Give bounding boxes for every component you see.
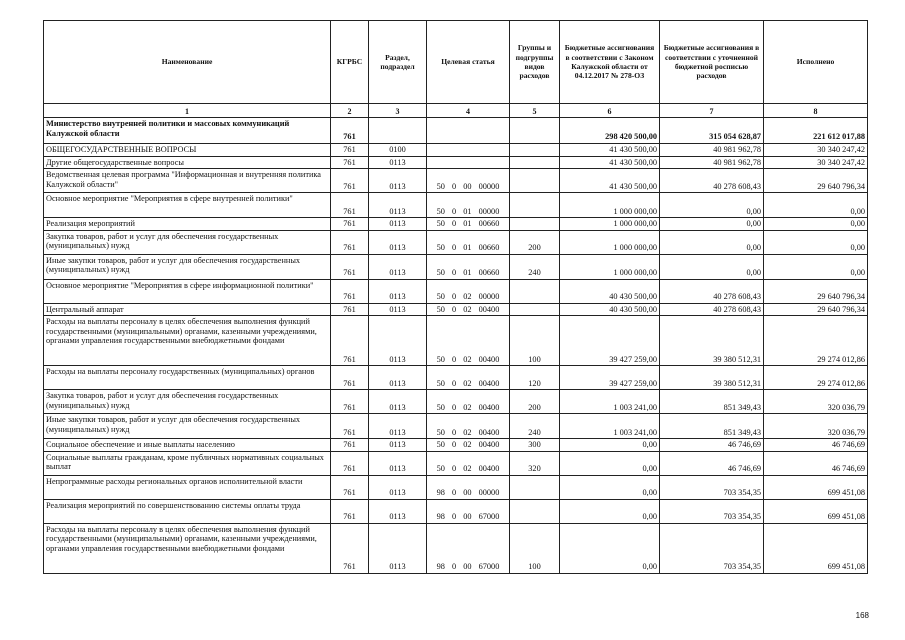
row-executed: 699 451,08 (764, 523, 868, 573)
row-kgrbs: 761 (331, 218, 369, 231)
row-section: 0113 (369, 414, 427, 439)
row-expense-group: 300 (510, 439, 560, 452)
row-budget-refined: 39 380 512,31 (660, 366, 764, 390)
budget-report-table (43, 20, 868, 574)
header-executed: Исполнено (764, 21, 868, 104)
row-name: Реализация мероприятий по совершенствованию системы оплаты труда (44, 499, 331, 523)
row-kgrbs: 761 (331, 499, 369, 523)
row-budget-refined: 851 349,43 (660, 414, 764, 439)
row-kgrbs: 761 (331, 366, 369, 390)
row-expense-group: 240 (510, 414, 560, 439)
row-budget-refined: 40 278 608,43 (660, 303, 764, 316)
column-number: 4 (427, 104, 510, 118)
header-budget-law: Бюджетные ассигнования в соответствии с Законом Калужской области от 04.12.2017 № 278-ОЗ (560, 21, 660, 104)
row-name: Основное мероприятие "Мероприятия в сфере внутренней политики" (44, 193, 331, 218)
page-number: 168 (855, 611, 869, 620)
row-budget-refined: 0,00 (660, 254, 764, 279)
row-target-article: 98 0 00 67000 (427, 499, 510, 523)
header-section: Раздел, подраздел (369, 21, 427, 104)
column-number: 8 (764, 104, 868, 118)
table-row (44, 390, 868, 414)
row-name: Иные закупки товаров, работ и услуг для обеспечения государственных (муниципальных) нужд (44, 414, 331, 439)
row-target-article: 50 0 01 00660 (427, 218, 510, 231)
row-budget-law: 1 003 241,00 (560, 414, 660, 439)
row-target-article: 50 0 02 00400 (427, 414, 510, 439)
row-name: Закупка товаров, работ и услуг для обеспечения государственных (муниципальных) нужд (44, 390, 331, 414)
row-expense-group: 100 (510, 523, 560, 573)
row-expense-group: 200 (510, 230, 560, 254)
row-budget-refined: 46 746,69 (660, 451, 764, 475)
table-row (44, 118, 868, 144)
table-row (44, 316, 868, 366)
row-section: 0113 (369, 169, 427, 193)
row-budget-refined: 40 981 962,78 (660, 144, 764, 157)
row-budget-refined: 40 981 962,78 (660, 156, 764, 169)
row-kgrbs: 761 (331, 156, 369, 169)
column-number: 6 (560, 104, 660, 118)
row-expense-group (510, 193, 560, 218)
row-executed: 0,00 (764, 218, 868, 231)
row-executed: 29 274 012,86 (764, 366, 868, 390)
row-kgrbs: 761 (331, 451, 369, 475)
row-budget-law: 40 430 500,00 (560, 279, 660, 303)
row-executed: 221 612 017,88 (764, 118, 868, 144)
row-name: Ведомственная целевая программа "Информационная и внутренняя политика Калужской области" (44, 169, 331, 193)
row-expense-group (510, 475, 560, 499)
table-row (44, 169, 868, 193)
row-target-article: 98 0 00 67000 (427, 523, 510, 573)
row-name: Министерство внутренней политики и массовых коммуникаций Калужской области (44, 118, 331, 144)
row-name: Центральный аппарат (44, 303, 331, 316)
row-section: 0113 (369, 366, 427, 390)
row-budget-law: 1 000 000,00 (560, 254, 660, 279)
row-budget-law: 0,00 (560, 475, 660, 499)
row-target-article (427, 156, 510, 169)
row-kgrbs: 761 (331, 230, 369, 254)
row-budget-refined: 851 349,43 (660, 390, 764, 414)
column-number: 3 (369, 104, 427, 118)
row-name: Другие общегосударственные вопросы (44, 156, 331, 169)
row-expense-group: 100 (510, 316, 560, 366)
table-body (44, 118, 868, 574)
row-name: Закупка товаров, работ и услуг для обеспечения государственных (муниципальных) нужд (44, 230, 331, 254)
row-section: 0113 (369, 475, 427, 499)
row-kgrbs: 761 (331, 254, 369, 279)
row-section: 0113 (369, 193, 427, 218)
row-section: 0113 (369, 279, 427, 303)
row-budget-law: 1 003 241,00 (560, 390, 660, 414)
row-budget-refined: 40 278 608,43 (660, 279, 764, 303)
column-number: 1 (44, 104, 331, 118)
table-row (44, 451, 868, 475)
row-target-article: 50 0 02 00000 (427, 279, 510, 303)
row-name: Социальные выплаты гражданам, кроме публичных нормативных социальных выплат (44, 451, 331, 475)
row-expense-group (510, 118, 560, 144)
row-budget-law: 0,00 (560, 499, 660, 523)
table-row (44, 230, 868, 254)
row-target-article: 98 0 00 00000 (427, 475, 510, 499)
table-row (44, 475, 868, 499)
row-budget-refined: 0,00 (660, 193, 764, 218)
row-expense-group (510, 144, 560, 157)
row-kgrbs: 761 (331, 279, 369, 303)
row-kgrbs: 761 (331, 475, 369, 499)
row-section: 0113 (369, 439, 427, 452)
row-expense-group: 320 (510, 451, 560, 475)
row-budget-refined: 703 354,35 (660, 523, 764, 573)
row-kgrbs: 761 (331, 193, 369, 218)
row-budget-law: 1 000 000,00 (560, 230, 660, 254)
row-budget-law: 0,00 (560, 439, 660, 452)
row-section: 0113 (369, 316, 427, 366)
row-section: 0113 (369, 390, 427, 414)
row-section: 0113 (369, 303, 427, 316)
row-executed: 29 640 796,34 (764, 279, 868, 303)
row-expense-group (510, 156, 560, 169)
table-row (44, 523, 868, 573)
row-budget-refined: 703 354,35 (660, 475, 764, 499)
row-budget-law: 41 430 500,00 (560, 169, 660, 193)
row-budget-refined: 0,00 (660, 218, 764, 231)
header-target: Целевая статья (427, 21, 510, 104)
row-target-article: 50 0 01 00660 (427, 230, 510, 254)
row-kgrbs: 761 (331, 144, 369, 157)
row-executed: 699 451,08 (764, 499, 868, 523)
row-name: Расходы на выплаты персоналу в целях обеспечения выполнения функций государственными (муниципальными) органами, казенными учреждениями, органами управления государственными внебюджетными фондами (44, 523, 331, 573)
row-budget-law: 0,00 (560, 451, 660, 475)
row-executed: 0,00 (764, 254, 868, 279)
row-executed: 30 340 247,42 (764, 144, 868, 157)
row-executed: 699 451,08 (764, 475, 868, 499)
row-expense-group (510, 279, 560, 303)
row-executed: 320 036,79 (764, 390, 868, 414)
table-row (44, 303, 868, 316)
column-number: 7 (660, 104, 764, 118)
row-expense-group (510, 218, 560, 231)
row-budget-law: 41 430 500,00 (560, 144, 660, 157)
row-executed: 30 340 247,42 (764, 156, 868, 169)
row-budget-law: 1 000 000,00 (560, 218, 660, 231)
row-budget-refined: 46 746,69 (660, 439, 764, 452)
row-target-article (427, 118, 510, 144)
row-name: Социальное обеспечение и иные выплаты населению (44, 439, 331, 452)
row-target-article: 50 0 02 00400 (427, 439, 510, 452)
table-row (44, 218, 868, 231)
row-budget-refined: 40 278 608,43 (660, 169, 764, 193)
row-name: ОБЩЕГОСУДАРСТВЕННЫЕ ВОПРОСЫ (44, 144, 331, 157)
row-target-article: 50 0 00 00000 (427, 169, 510, 193)
table-row (44, 193, 868, 218)
row-expense-group (510, 303, 560, 316)
row-budget-law: 39 427 259,00 (560, 366, 660, 390)
table-row (44, 414, 868, 439)
row-section (369, 118, 427, 144)
row-executed: 320 036,79 (764, 414, 868, 439)
header-budget-refined: Бюджетные ассигнования в соответствии с уточненной бюджетной росписью расходов (660, 21, 764, 104)
row-executed: 46 746,69 (764, 451, 868, 475)
row-name: Непрограммные расходы региональных органов исполнительной власти (44, 475, 331, 499)
row-budget-refined: 39 380 512,31 (660, 316, 764, 366)
row-executed: 0,00 (764, 230, 868, 254)
table-row (44, 279, 868, 303)
row-section: 0113 (369, 218, 427, 231)
row-expense-group: 240 (510, 254, 560, 279)
row-executed: 29 274 012,86 (764, 316, 868, 366)
row-target-article: 50 0 02 00400 (427, 366, 510, 390)
row-name: Реализация мероприятий (44, 218, 331, 231)
row-target-article: 50 0 02 00400 (427, 316, 510, 366)
row-budget-law: 40 430 500,00 (560, 303, 660, 316)
row-expense-group: 120 (510, 366, 560, 390)
row-kgrbs: 761 (331, 316, 369, 366)
row-name: Основное мероприятие "Мероприятия в сфере информационной политики" (44, 279, 331, 303)
table-row (44, 254, 868, 279)
row-section: 0113 (369, 451, 427, 475)
row-name: Иные закупки товаров, работ и услуг для обеспечения государственных (муниципальных) нужд (44, 254, 331, 279)
row-target-article: 50 0 02 00400 (427, 451, 510, 475)
row-section: 0113 (369, 254, 427, 279)
row-budget-refined: 703 354,35 (660, 499, 764, 523)
table-row (44, 439, 868, 452)
row-kgrbs: 761 (331, 439, 369, 452)
row-section: 0100 (369, 144, 427, 157)
row-target-article: 50 0 02 00400 (427, 390, 510, 414)
row-executed: 29 640 796,34 (764, 303, 868, 316)
table-row (44, 144, 868, 157)
table-row (44, 366, 868, 390)
header-name: Наименование (44, 21, 331, 104)
row-kgrbs: 761 (331, 414, 369, 439)
row-expense-group (510, 499, 560, 523)
header-kgrbs: КГРБС (331, 21, 369, 104)
row-budget-law: 1 000 000,00 (560, 193, 660, 218)
header-row (44, 21, 868, 104)
row-kgrbs: 761 (331, 390, 369, 414)
row-executed: 29 640 796,34 (764, 169, 868, 193)
row-section: 0113 (369, 499, 427, 523)
row-target-article: 50 0 01 00000 (427, 193, 510, 218)
row-kgrbs: 761 (331, 118, 369, 144)
row-budget-refined: 315 054 628,87 (660, 118, 764, 144)
row-name: Расходы на выплаты персоналу государственных (муниципальных) органов (44, 366, 331, 390)
row-section: 0113 (369, 523, 427, 573)
row-kgrbs: 761 (331, 523, 369, 573)
row-expense-group: 200 (510, 390, 560, 414)
row-executed: 0,00 (764, 193, 868, 218)
row-target-article (427, 144, 510, 157)
row-section: 0113 (369, 156, 427, 169)
row-name: Расходы на выплаты персоналу в целях обеспечения выполнения функций государственными (муниципальными) органами, казенными учреждениями, органами управления государственными внебюджетными фондами (44, 316, 331, 366)
table-row (44, 499, 868, 523)
row-budget-refined: 0,00 (660, 230, 764, 254)
row-target-article: 50 0 02 00400 (427, 303, 510, 316)
row-executed: 46 746,69 (764, 439, 868, 452)
row-target-article: 50 0 01 00660 (427, 254, 510, 279)
row-budget-law: 39 427 259,00 (560, 316, 660, 366)
row-kgrbs: 761 (331, 169, 369, 193)
column-number-row (44, 104, 868, 118)
row-section: 0113 (369, 230, 427, 254)
column-number: 5 (510, 104, 560, 118)
row-kgrbs: 761 (331, 303, 369, 316)
row-expense-group (510, 169, 560, 193)
row-budget-law: 298 420 500,00 (560, 118, 660, 144)
column-number: 2 (331, 104, 369, 118)
header-group: Группы и подгруппы видов расходов (510, 21, 560, 104)
table-row (44, 156, 868, 169)
row-budget-law: 0,00 (560, 523, 660, 573)
row-budget-law: 41 430 500,00 (560, 156, 660, 169)
